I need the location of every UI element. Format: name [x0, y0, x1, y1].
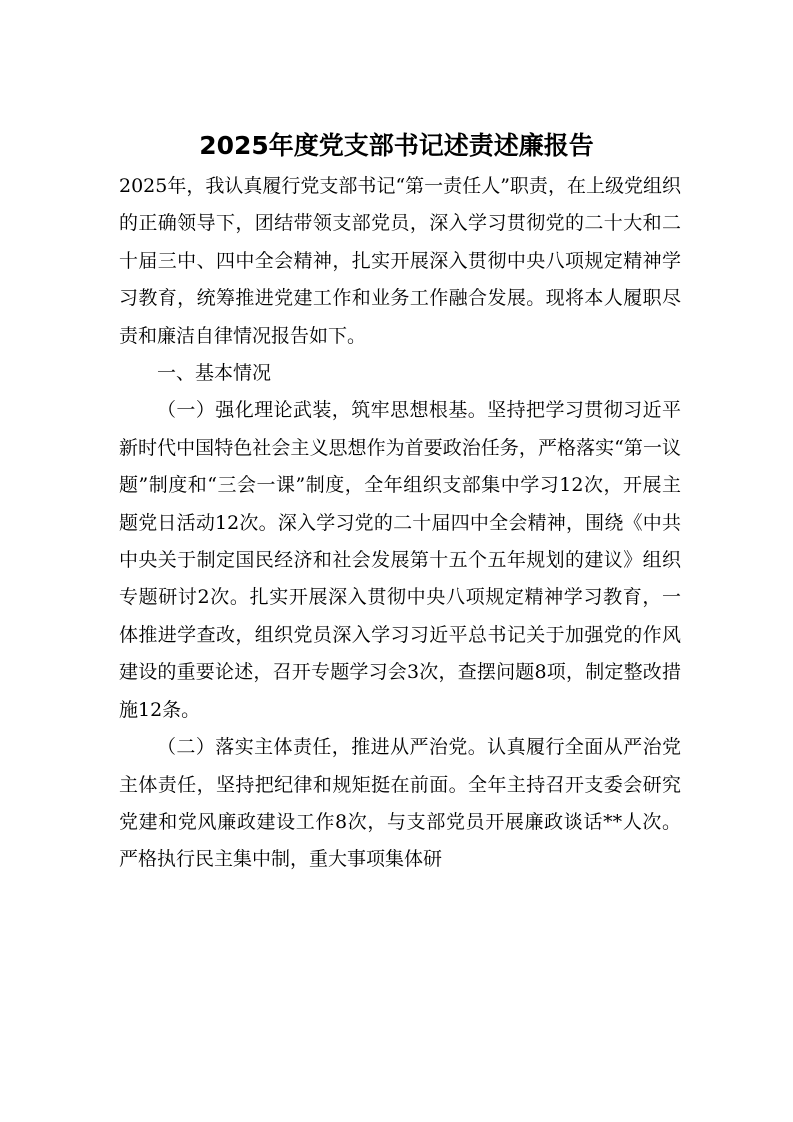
section-heading-basic-situation: 一、基本情况: [157, 362, 272, 385]
intro-paragraph: 2025年，我认真履行党支部书记“第一责任人”职责，在上级党组织的正确领导下，团结带领支部党员，深入学习贯彻党的二十大和二十届三中、四中全会精神，扎实开展深入贯彻中央八项规定精神学习教育，统筹推进党建工作和业务工作融合发展。现将本人履职尽责和廉洁自律情况报告如下。: [119, 175, 681, 347]
paragraph-main-responsibility: （二）落实主体责任，推进从严治党。认真履行全面从严治党主体责任，坚持把纪律和规矩挺在前面。全年主持召开支委会研究党建和党风廉政建设工作8次，与支部党员开展廉政谈话**人次。严格执行民主集中制，重大事项集体研: [119, 736, 681, 871]
document-body: [119, 168, 681, 879]
paragraph-theory-study: （一）强化理论武装，筑牢思想根基。坚持把学习贯彻习近平新时代中国特色社会主义思想作为首要政治任务，严格落实“第一议题”制度和“三会一课”制度，全年组织支部集中学习12次，开展主题党日活动12次。深入学习党的二十届四中全会精神，围绕《中共中央关于制定国民经济和社会发展第十五个五年规划的建议》组织专题研讨2次。扎实开展深入贯彻中央八项规定精神学习教育，一体推进学查改，组织党员深入学习习近平总书记关于加强党的作风建设的重要论述，召开专题学习会3次，查摆问题8项，制定整改措施12条。: [119, 399, 681, 721]
document-title: 2025年度党支部书记述责述廉报告: [199, 131, 594, 160]
